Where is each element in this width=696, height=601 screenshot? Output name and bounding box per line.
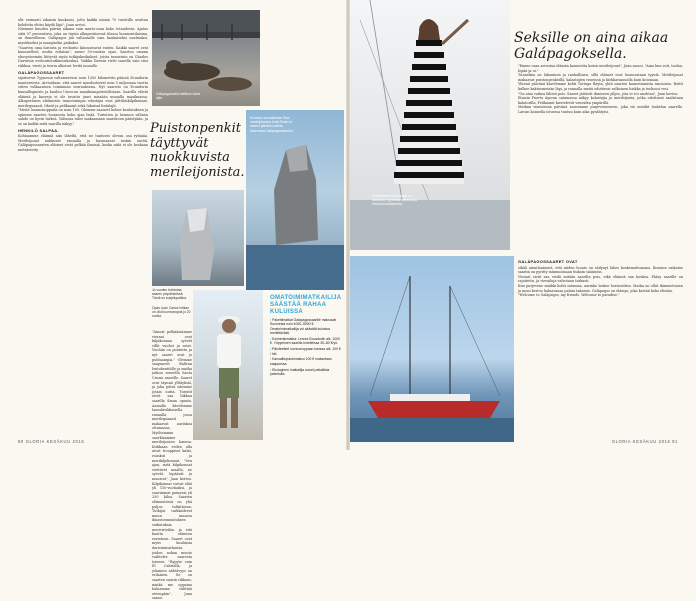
info-box-item: ▪ Ekologinen matkailija suosii paikallisia palveluita. [270,368,342,377]
body-paragraph-2: Kohtaamme eläimiä niin läheltä, että ne tuntuvat olevan osa ryhmää. Merileijonat nukkuvat rannalla ja huomaavat tuskin meitä. Galápagossaarten eläimet eivät pelkää ihmisiä, koska niitä ei ole koskaan metsästetty. [18,134,148,153]
body-paragraph: sijaitsevat Tyynessä valtameressä noin 1000 kilometrin päässä Ecuadorin mantereesta. Arvioidaan, että saaret muodostuivat noin 5 miljoonaa vuotta sitten vulkaanisen toiminnan seurauksena. Nyt saaristo on Ecuadorin kansallispuisto ja kuuluu Unescon maailmanperintölistaan. Saarilla eläviä eläimiä ja kasveja ei ole tavattu juuri missään muualla maailmassa. Alkuperäisen eläimistön tunnetuimpia edustajia ovat jättiläiskilpikonnat, merileguaanit, tiheät ja pelikaanit sekä lukuisat lintulajit. "Meitä luonnonoppaita on noin 100. Olemme saaneet kolme koulutuksen ja opimme saarten luonnosta koko ajan lisää. Turistien ja luonnon välinen suhde on hyvin tärkeä. Valtaosa tulee maksamaan saaristoon päästyään, ja se on kaikki mitä saarilla näkyy." [18,76,148,127]
left-page-footer: 90 GLORIA KESÄKUU 2015 [18,439,85,444]
caption-tortoise: Kuuluisa suomalainen Saoi merikilpikonna Kalle Rusk on saanut pitkää kuolleita luonnossa Galápagossaarten. [250,116,294,133]
info-box-title: OMATOIMIMATKAILIJA SÄÄSTÄÄ RAHAA KULUISSA [270,295,342,315]
caption-rock: Jo vuoden toimintaa saaren ympäristössä. Tämä on suojelupaikka. [152,288,187,301]
sailboat-illustration [350,256,514,442]
article-title: Seksille on aina aikaa Galápagoksella. [514,30,669,62]
body-paragraph-3: "Ainoat pelkäämämme vieraat ovat kilpikonnaa syövät villit vuohet ja rotat. Vuohiin on puututtu ja nyt saaret ovat jo puhtaampia." Olemme saapuneet Baltran lentokenttälle ja matka jatkuu veneellä Santa Cruzin saarelle. Saaret ovat täynnä yllätyksiä, ja joka päivä näemme jotain uutta. Turistit eivät saa liikkua saarilla ilman opasta. Aamulla kävelemme laavakivikkoisella rannalla, jossa merileguaanit makaavat aurinkoa ottamassa. Myöhemmin snorklaamme merileijonien kanssa. Kirkkaan veden alla uivat trooppiset kalat, rauskut ja merikilpikonnat. "Sen ajan, mitä kilpikonnat viettävät maalla, ne syövät, lepäävät ja munivat", Juan kertoo. Kilpikonnat voivat elää yli 150-vuotiaiksi, ja suurimmat painavat yli 250 kiloa. Saarten eläimistössä on yhä paljon tutkittavaa. Tutkijat tarkkailevat muun muassa ilmastonmuutoksen vaikutuksia merivirtoihin ja sitä kautta eläinten ravintoon. Saaret ovat myös kuuluisia darwininsirkuista, joiden nokan muoto vaihtelee saaresta toiseen. "Rypyte vain El Cabrialla, ja jokainen nähtävyys on erilainen. Se on saarten suurin rikkaus, minkä me oppaina haluamme välittää eteenpäin", Juan sanoo. [152,330,192,601]
section-heading: GALÁPAGOSSAARET [18,69,65,75]
right-column-2 [518,258,683,418]
info-box [270,295,342,435]
info-box-list [270,318,342,376]
right-body-paragraph: "Emme osaa arvostaa elämän kauneutta kuten merileijonat", Juan sanoo. "Aina kun voit, tuolaa, lepää ja ui." Tunnelma on lakoninen ja rauhallinen, sillä eläimet ovat luonnostaan tyyniä. Merileijonat makaavat puistonpenkeillä, kalastajien veneissä ja hiekkarannoilla kuin kotonaan. Yhtenä päivänä kävelemme kohti Tortuga Bayta, yhtä saarten kauneimmista rannoista. Reitti kulkee kaktusmetsän läpi, ja rannalla meitä odottavat valkoinen hiekka ja turkoosi vesi. "On aina vaikea lähteä pois. Saaret jättävät ihmiseen jäljen, jota ei voi unohtaa", Juan kertoo. Iltaisin Puerto Ayoran satamassa näkyy kalastajia ja merileijonia, jotka odottavat saalistaan kalatorilla. Pelikaanit kiertelevät veneiden ympärillä. Matkan viimeisenä päivänä nousemme purjeveneeseen, joka vie meidät Isabelan saarelle. Laivan kannella istuessa tuntuu kuin aika pysähtyisi. [518,64,683,114]
right-page-footer: GLORIA KESÄKUU 2015 91 [611,439,678,444]
right-page [348,0,696,450]
right-section-heading: GALÁPAGOSSAARET OVAT [518,259,578,264]
left-column-2 [152,330,192,601]
info-box-item: ▪ Kansallispuistomaksu 100 € maksetaan saapuessa. [270,357,342,366]
sailboat-photo [350,256,514,442]
right-body-paragraph-2: sikäli ainutlaatuiset, että niiden luonto on säilynyt lähes koskemattomana. Ihmisen vaikutus saariin on pyritty minimoimaan tiukoin säännöin. Vieraat eivät saa viedä mitään saarilta pois, eikä eläimiä saa koskea. Pääsy saarille on rajoitettu, ja vierailuja valvotaan tarkasti. Kun purjevene mäikki kohti satamaa, aurinko laskee horisonttiin. Matka on ollut ikimuistoinen ja moni kertoo haluavansa palata takaisin. Galápagos on elämys, joka kestää koko eliniän. "Welcome to Galápagos, my friends. Welcome to paradise." [518,265,683,298]
woman-illustration [350,0,510,250]
caption-sea-lion: Galápagoksella hallitsee kaksi lajia. [156,92,201,101]
info-box-item: ▪ Päiväretket luonnonoppaan kanssa alk. 100 € / hlö. [270,347,342,356]
lava-rock-illustration [152,190,244,286]
section-heading-2: HENKILÖ SALPAA. [18,127,59,133]
caption-guide: Opas Juan Carlos Intikan on ollut luonnonopas jo 20 vuotta. [152,306,191,319]
info-box-item: ▪ Esimerkkimatka: Lennot Ecuadoriin alk. 1000 €. Yöpyminen saarilla hotelleissa 30–80 €/yö. [270,337,342,346]
woman-on-boat-photo [350,0,510,250]
lava-rock-photo [152,190,244,286]
guide-illustration [193,290,263,440]
intro-paragraph: olit varmasti aikaisin kuukausi, jotta kaikki näimä 70 turistille avattua kohdetta ehtisi käydä läpi", Juan arvioi. Näemme kuuden päivän aikana vain murto-osan koko totuudesta. Ajatus siitä 97 prosentista, joka on täysin alkuperäisessä tilassa luonnontilaisina, on ihmeellinen. Galápagos jää valtaosalle vain kaukaiseksi unelmaksi, mystikseksi ja maagiseksi paikaksi. "Saarten oma historia ja evoluutio kiinnostavat eniten. Kaikki saaret ovat kuunnelleet, mutta erilaisia", saneo 50-vuotias opas. Saarten omaan ekosysteemiin liittyvät myös tutkijakeskukset, joista tunnetuin on Charles Darwinin evoluutiotutkimuskeskus. Vaikka Darwin vietti saarilla vain viisi viikkoa, viesti ja teoria alkoivat levitä muualle. [18,18,148,68]
right-column-1 [518,64,683,254]
caption-woman: Purjeveneen Encantada on seilannut Tyynessä meressä ja vierasta kaukaisesta. [372,194,418,207]
rock-illustration [246,110,344,290]
tortoise-rock-photo [246,110,344,290]
left-column-1 [18,18,148,418]
info-box-item: ▪ Pakettimatkat Galápagossaarille maksavat Suomesta noin 4000–5000 €. Omatoimimatkailija voi säästää kuluissa merkittävästi. [270,318,342,336]
guide-photo [193,290,263,440]
pull-quote: Puistonpenkit täyttyvät nuokkuvista merileijonista. [150,121,245,180]
